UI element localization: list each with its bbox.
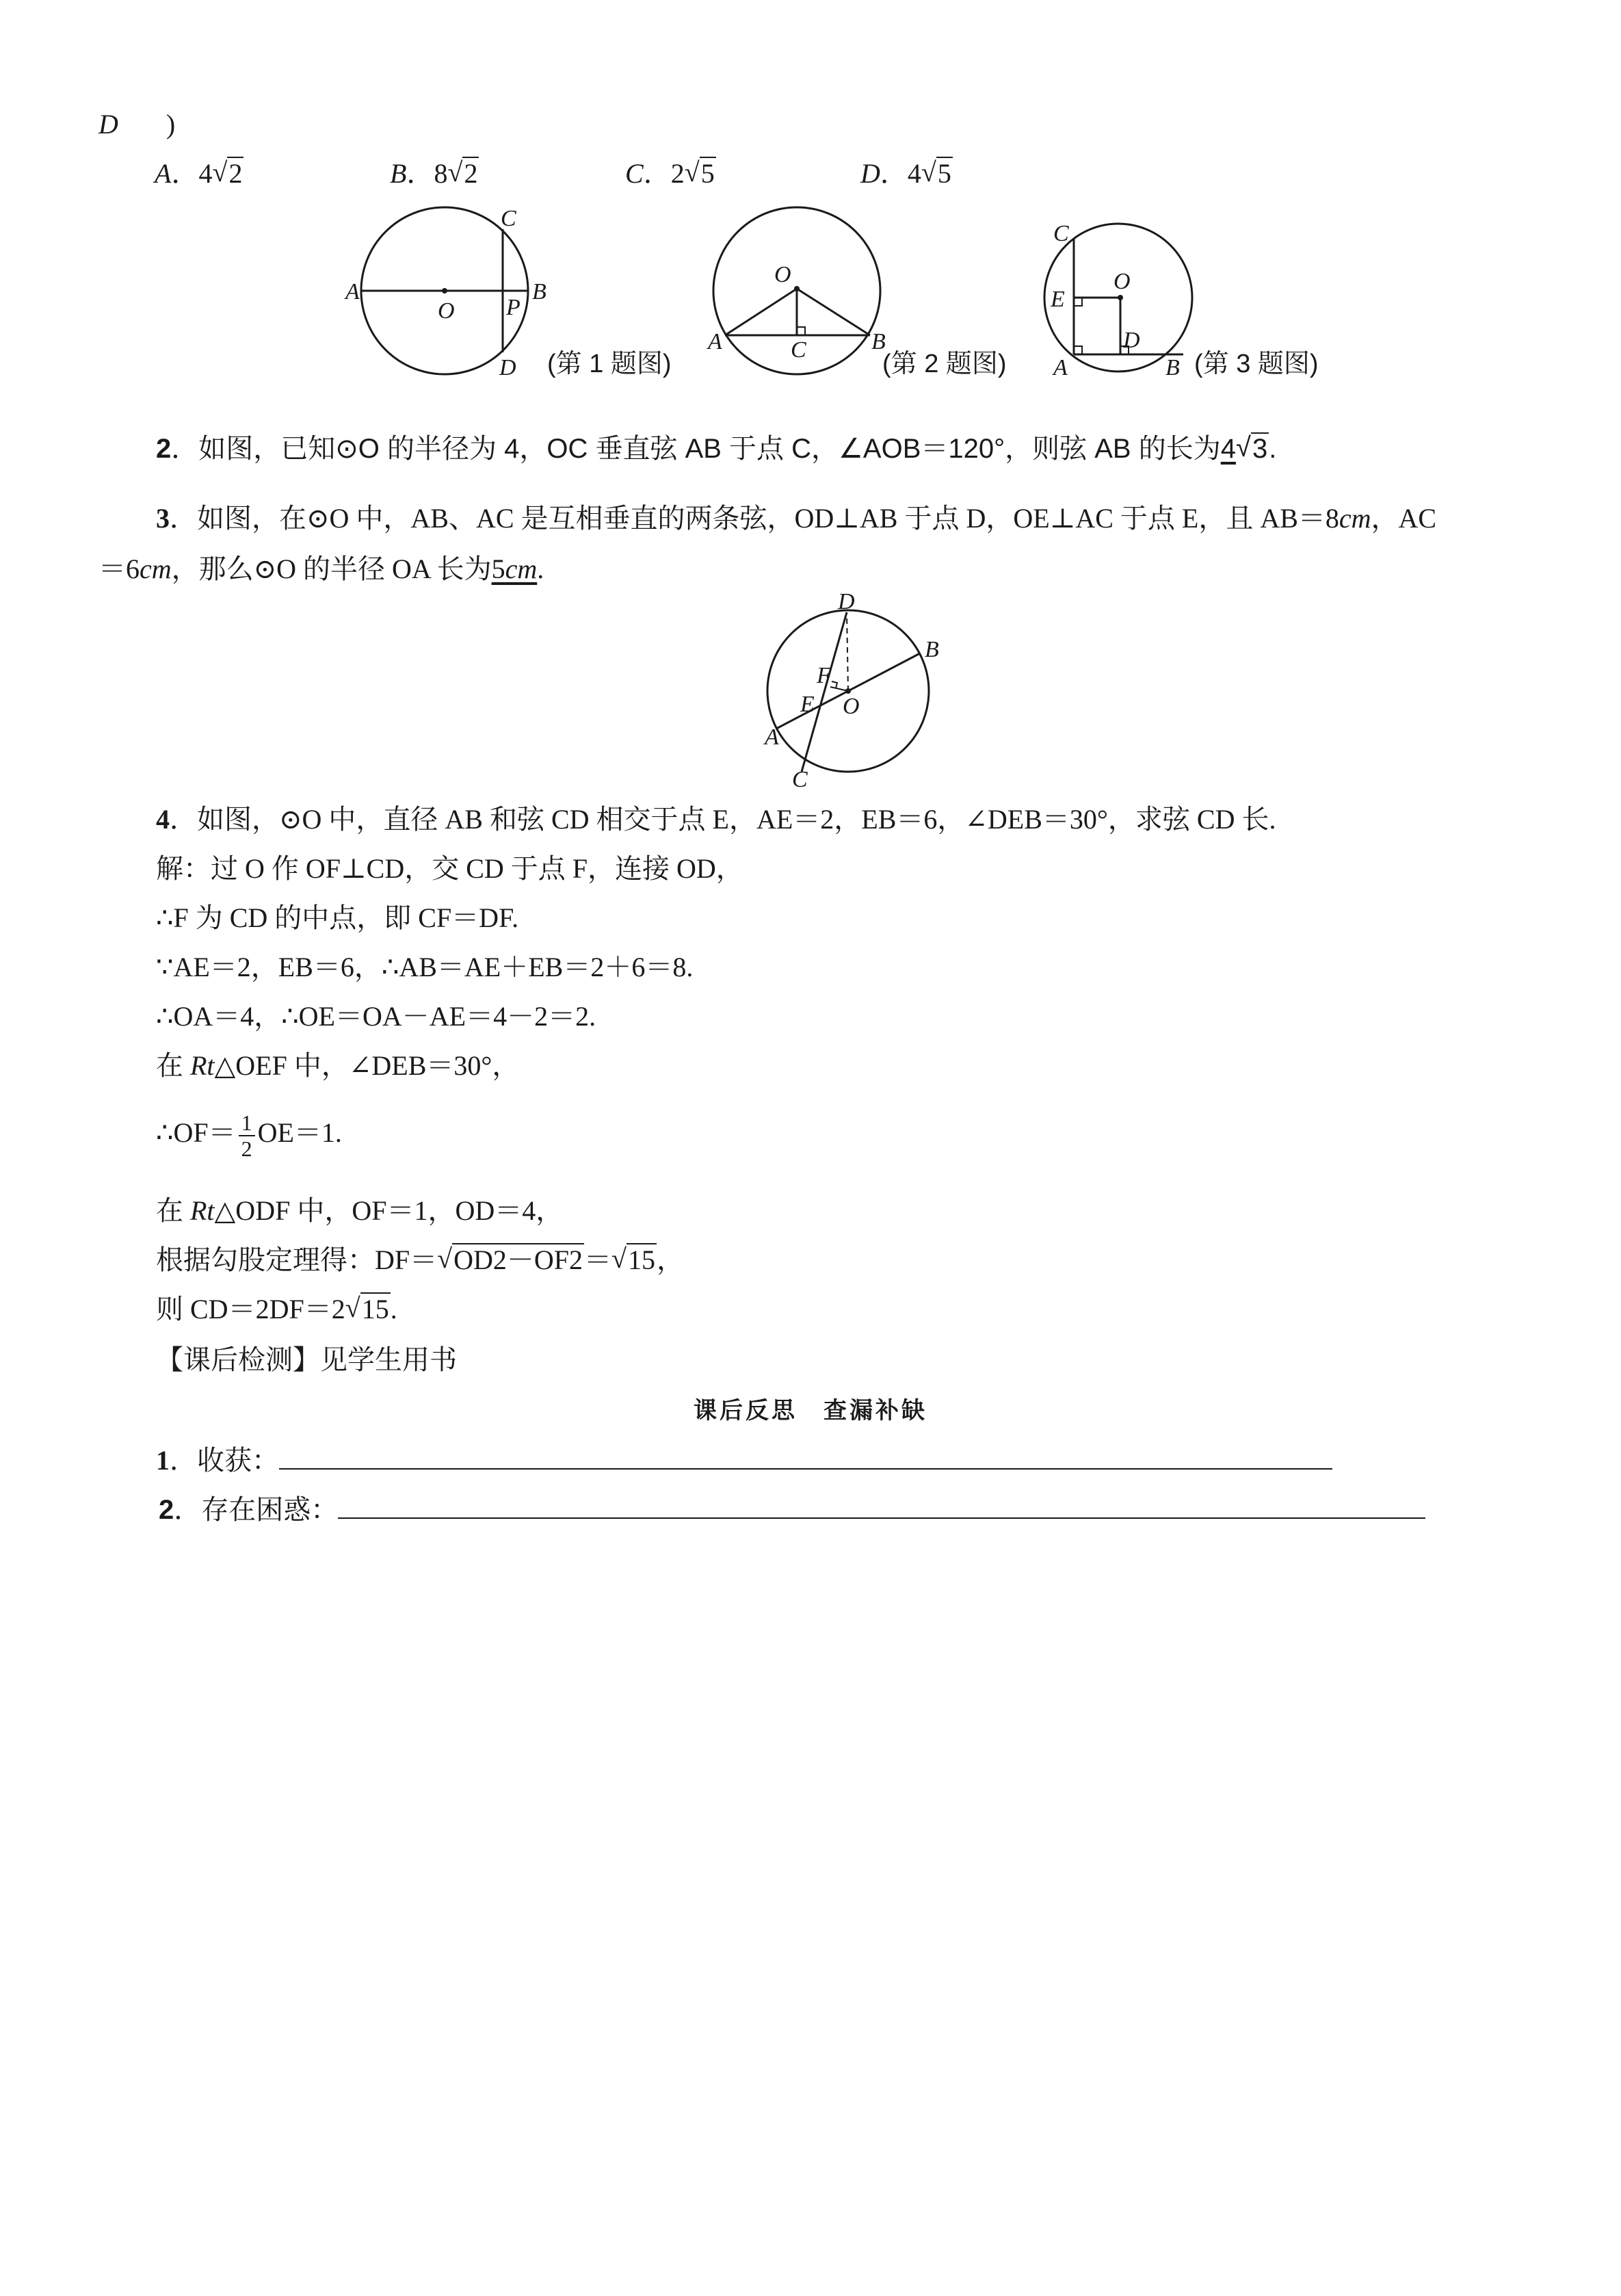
label-a: A	[345, 279, 360, 304]
label-b: B	[1165, 355, 1180, 380]
label-o: O	[438, 298, 455, 324]
question-text: ．如图，已知⊙O 的半径为 4，OC 垂直弦 AB 于点 C，∠AOB＝120°，则弦 AB 的长为	[171, 434, 1221, 464]
option-radicand: 5	[937, 158, 951, 189]
segment-od-dashed	[847, 612, 848, 691]
figure-4	[746, 588, 964, 797]
radicand: 15	[361, 1294, 389, 1325]
label-c: C	[791, 337, 806, 363]
right-angle-mark-e	[1074, 298, 1082, 306]
rt-italic: Rt	[190, 1050, 215, 1081]
center-point	[1118, 295, 1123, 300]
option-letter: A	[155, 158, 172, 189]
option-coef: 4	[198, 158, 213, 189]
sqrt-symbol	[345, 1292, 391, 1327]
solution-line-4: ∴OA＝4，∴OE＝OA－AE＝4－2＝2.	[156, 1001, 596, 1032]
label-c: C	[792, 767, 808, 792]
sqrt-symbol	[437, 1242, 584, 1278]
text: △OEF 中，∠DEB＝30°，	[214, 1050, 520, 1081]
label-e: E	[1051, 287, 1065, 312]
center-point	[442, 288, 447, 293]
figure-1-caption: (第 1 题图)	[547, 350, 672, 378]
fraction-one-half	[239, 1110, 255, 1161]
figure-4-diagram	[746, 588, 964, 794]
solution-line-1: 解：过 O 作 OF⊥CD，交 CD 于点 F，连接 OD，	[156, 853, 743, 884]
period: .	[537, 553, 544, 584]
sqrt-symbol	[1236, 431, 1269, 467]
solution-line-8	[156, 1242, 684, 1278]
gain-row	[156, 1442, 1332, 1478]
option-letter: B	[390, 158, 407, 189]
sqrt-symbol	[611, 1242, 657, 1278]
question-2	[156, 431, 1276, 467]
question-text: ，AC	[1371, 503, 1437, 534]
option-coef: 4	[907, 158, 921, 189]
label-o: O	[774, 262, 791, 287]
solution-line-9	[156, 1292, 397, 1327]
figure-2	[698, 205, 903, 393]
text: ，	[657, 1244, 685, 1275]
label-p: P	[506, 295, 520, 320]
label-c: C	[501, 206, 516, 231]
radius-oa	[725, 289, 797, 335]
after-class-check: 【课后检测】见学生用书	[156, 1344, 457, 1375]
question-4	[156, 802, 1276, 837]
q1-answer-paren: )	[166, 109, 176, 140]
text: .	[390, 1294, 397, 1325]
question-text: ＝6	[98, 553, 140, 584]
question-number: 3	[156, 503, 170, 534]
period: .	[1269, 434, 1277, 464]
question-3-line-2	[98, 551, 544, 587]
text: DF＝	[375, 1244, 438, 1275]
doubt-blank-line[interactable]	[338, 1491, 1425, 1519]
label-b: B	[871, 329, 886, 354]
solution-line-5	[156, 1048, 519, 1084]
figure-2-caption: (第 2 题图)	[882, 350, 1007, 378]
item-number: 1	[156, 1445, 170, 1476]
right-angle-mark-a	[1074, 346, 1082, 354]
label-d: D	[838, 589, 855, 614]
label-c: C	[1053, 221, 1069, 246]
label-a: A	[708, 329, 722, 354]
solution-line-7	[156, 1193, 563, 1229]
radius-ob	[797, 289, 870, 335]
rt-italic: Rt	[190, 1195, 215, 1226]
sqrt-symbol	[447, 156, 479, 192]
solution-line-3: ∵AE＝2，EB＝6，∴AB＝AE＋EB＝2＋6＝8.	[156, 952, 694, 982]
text: ∴OF＝	[156, 1117, 236, 1148]
doubt-row	[159, 1491, 1425, 1528]
center-point	[794, 286, 800, 291]
text: 则 CD＝2DF＝2	[156, 1294, 345, 1325]
numerator: 1	[239, 1110, 255, 1136]
label-o: O	[1113, 269, 1131, 294]
q1-option-a: A．4√ 2	[155, 156, 243, 192]
q2-answer	[1221, 434, 1269, 464]
option-radicand: 5	[700, 158, 715, 189]
gain-blank-line[interactable]	[279, 1442, 1332, 1470]
q1-option-b: B．8√ 2	[390, 156, 479, 192]
q1-answer-line	[98, 107, 175, 142]
label-a: A	[765, 725, 779, 750]
radicand: 15	[628, 1244, 656, 1275]
item-number: 2	[159, 1495, 174, 1525]
text: ＝	[584, 1244, 612, 1275]
q1-option-d: D．4√ 5	[860, 156, 953, 192]
sqrt-symbol	[685, 156, 716, 192]
figure-2-diagram	[698, 205, 903, 390]
q1-answer-letter: D	[98, 109, 118, 140]
option-letter: D	[860, 158, 880, 189]
question-number: 2	[156, 434, 172, 464]
text: 根据勾股定理得：	[156, 1244, 375, 1275]
radicand: OD2－OF2	[453, 1244, 583, 1275]
answer-value: 5	[491, 553, 505, 584]
option-radicand: 2	[464, 158, 478, 189]
text: △ODF 中，OF＝1，OD＝4，	[214, 1195, 564, 1226]
answer-unit: cm	[505, 553, 538, 584]
question-text: ，那么⊙O 的半径 OA 长为	[171, 553, 492, 584]
text: OE＝1.	[257, 1117, 342, 1148]
center-point	[845, 688, 851, 694]
question-3-line-1	[156, 501, 1436, 536]
option-letter: C	[625, 158, 644, 189]
question-number: 4	[156, 804, 170, 835]
option-radicand: 2	[228, 158, 243, 189]
unit-cm: cm	[1339, 503, 1371, 534]
sqrt-symbol	[921, 156, 953, 192]
segment-of	[830, 687, 848, 691]
label-o: O	[843, 694, 860, 719]
answer-coef: 4	[1220, 434, 1236, 464]
right-angle-mark	[797, 327, 805, 335]
label-f: F	[817, 663, 831, 688]
question-text: ．如图，⊙O 中，直径 AB 和弦 CD 相交于点 E，AE＝2，EB＝6，∠DEB＝30°，求弦 CD 长.	[170, 804, 1276, 835]
denominator: 2	[241, 1136, 252, 1161]
option-coef: 8	[434, 158, 448, 189]
q3-answer	[492, 553, 538, 584]
label-d: D	[1123, 328, 1140, 353]
answer-radicand: 3	[1252, 434, 1268, 464]
unit-cm: cm	[140, 553, 172, 584]
figure-3-caption: (第 3 题图)	[1194, 350, 1319, 378]
reflection-title: 课后反思 查漏补缺	[694, 1398, 927, 1424]
text: 在	[156, 1195, 190, 1226]
label-e: E	[800, 692, 815, 717]
option-coef: 2	[670, 158, 685, 189]
doubt-label: ．存在困惑：	[174, 1495, 339, 1525]
text: 在	[156, 1050, 190, 1081]
q1-option-c: C．2√ 5	[625, 156, 716, 192]
label-a: A	[1053, 355, 1068, 380]
label-b: B	[532, 279, 546, 304]
sqrt-symbol	[212, 156, 243, 192]
question-text: ．如图，在⊙O 中，AB、AC 是互相垂直的两条弦，OD⊥AB 于点 D，OE⊥AC 于点 E，且 AB＝8	[170, 503, 1339, 534]
solution-line-6	[156, 1106, 342, 1161]
label-b: B	[925, 637, 939, 662]
solution-line-2: ∴F 为 CD 的中点，即 CF＝DF.	[156, 902, 519, 933]
gain-label: ．收获：	[170, 1445, 279, 1476]
label-d: D	[499, 355, 516, 380]
